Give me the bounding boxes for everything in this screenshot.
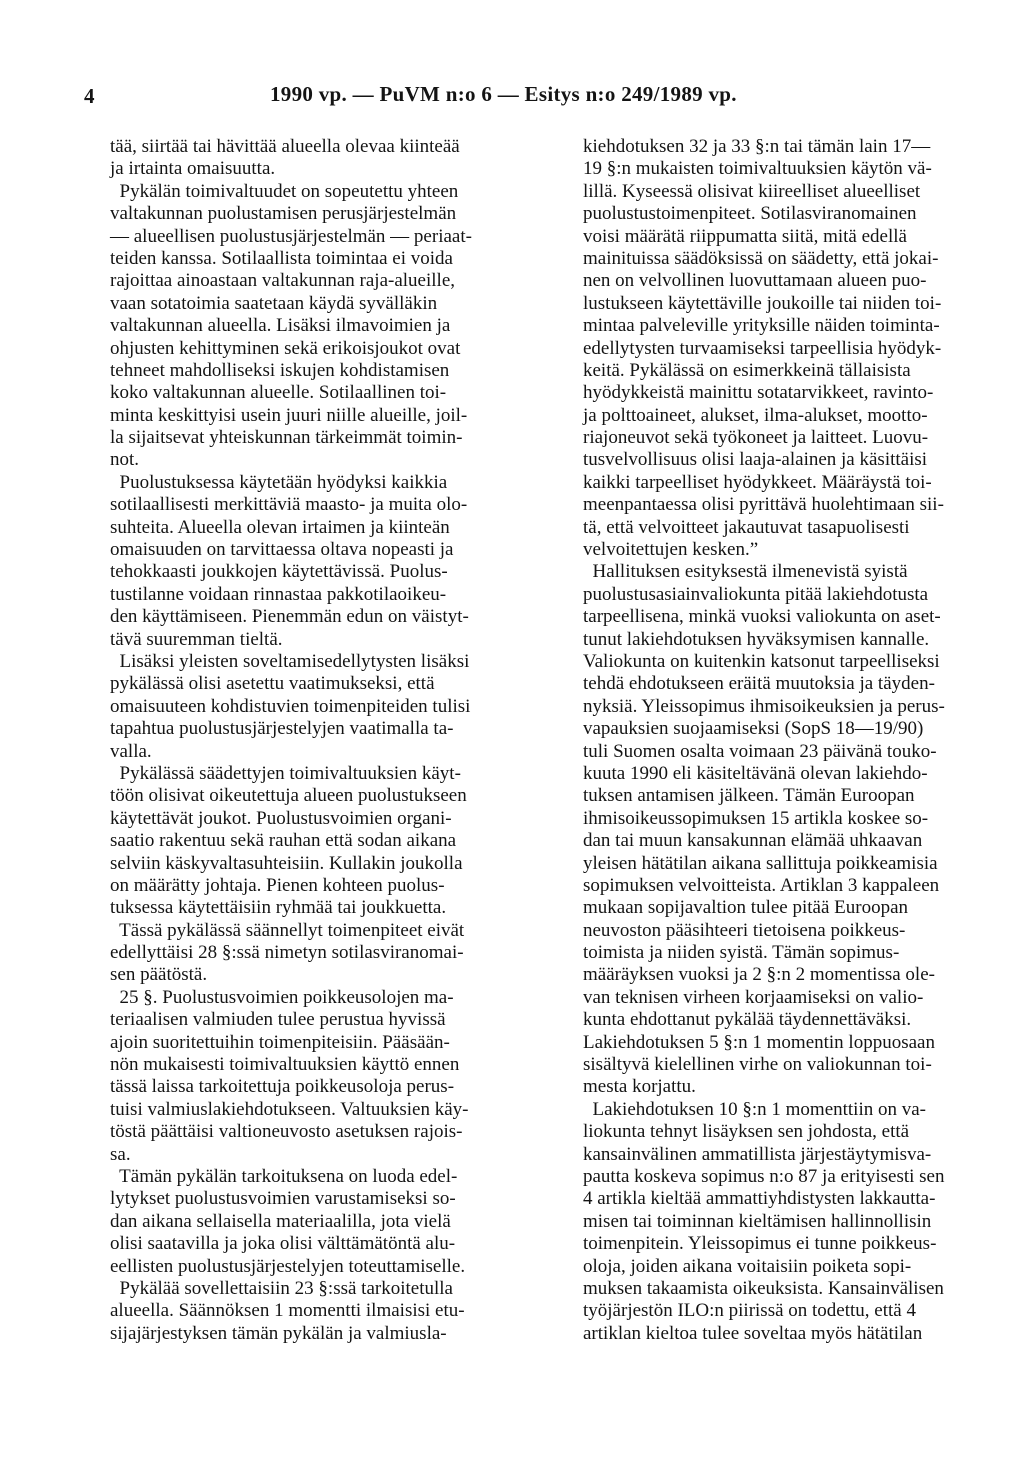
text-line: tehneet mahdolliseksi iskujen kohdistamisen [110, 359, 450, 381]
text-line: mainituissa säädöksissä on säädetty, että jokai- [583, 247, 939, 269]
text-line: toimenpitein. Yleissopimus ei tunne poikkeus- [583, 1233, 937, 1255]
text-line: lustukseen käytettäville joukoille tai niiden toi- [583, 292, 942, 314]
text-line: sopimuksen velvoitteista. Artiklan 3 kappaleen [583, 874, 940, 896]
text-line: määräyksen vuoksi ja 2 §:n 2 momentissa ole- [583, 964, 935, 986]
text-line: puolustusasiainvaliokunta pitää lakiehdotusta [583, 583, 929, 605]
text-line: tuli Suomen osalta voimaan 23 päivänä touko- [583, 740, 937, 762]
text-line: Tässä pykälässä säännellyt toimenpiteet eivät [110, 919, 465, 941]
text-line: sen päätöstä. [110, 964, 208, 986]
text-line: teriaalisen valmiuden tulee perustua hyvissä [110, 1009, 446, 1031]
text-line: töön olisivat oikeutettuja alueen puolustukseen [110, 785, 467, 807]
text-line: pautta koskeva sopimus n:o 87 ja erityisesti sen [583, 1165, 945, 1187]
text-line: kiehdotuksen 32 ja 33 §:n tai tämän lain 17— [583, 136, 931, 157]
text-line: valtakunnan alueella. Lisäksi ilmavoimien ja [110, 315, 451, 337]
text-line: — alueellisen puolustusjärjestelmän — periaat- [110, 225, 472, 247]
text-line: liokunta tehnyt lisäyksen sen johdosta, että [583, 1121, 910, 1143]
text-line: nön mukaisesti toimivaltuuksien käyttö ennen [110, 1054, 460, 1076]
text-line: yleisen hätätilan aikana sallittuja poikkeamisia [583, 852, 938, 874]
text-line: sotilaallisesti merkittäviä maasto- ja muita olo- [110, 494, 468, 516]
text-line: edellyttäisi 28 §:ssä nimetyn sotilasviranomai- [110, 942, 464, 964]
text-line: lytykset puolustusvoimien varustamiseksi so- [110, 1188, 456, 1210]
text-line: oloja, joiden aikana voitaisiin poiketa sopi- [583, 1255, 912, 1277]
text-line: riajoneuvot sekä työkoneet ja laitteet. Luovu- [583, 427, 929, 449]
text-line: käytettävät joukot. Puolustusvoimien organi- [110, 807, 452, 829]
text-line: valla. [110, 740, 152, 762]
text-line: eellisten puolustusjärjestelyjen toteuttamiselle. [110, 1255, 466, 1277]
text-line: tunut lakiehdotuksen hyväksymisen kannalle. [583, 628, 930, 650]
text-line: tuksen antamisen jälkeen. Tämän Euroopan [583, 785, 915, 807]
text-line: tustilanne voidaan rinnastaa pakkotilaoikeu- [110, 583, 447, 605]
text-line: neuvoston pääsihteeri tietoisena poikkeus- [583, 919, 906, 941]
text-line: vapauksien suojaamiseksi (SopS 18—19/90) [583, 718, 924, 740]
text-line: nyksiä. Yleissopimus ihmisoikeuksien ja perus- [583, 695, 945, 717]
text-line: saatio rakentuu sekä rauhan että sodan aikana [110, 830, 457, 852]
text-line: Valiokunta on kuitenkin katsonut tarpeelliseksi [583, 650, 940, 672]
text-line: Pykälässä säädettyjen toimivaltuuksien käyt- [110, 762, 461, 784]
text-line: den käyttämiseen. Pienemmän edun on väistyt- [110, 606, 469, 628]
text-line: velvoitettujen kesken.” [583, 539, 759, 561]
text-line: mesta korjattu. [583, 1076, 696, 1098]
text-line: kaikki tarpeelliset hyödykkeet. Määräystä toi- [583, 471, 932, 493]
text-line: omaisuuden on tarvittaessa oltava nopeasti ja [110, 539, 454, 561]
text-line: alueella. Säännöksen 1 momentti ilmaisisi etu- [110, 1300, 465, 1322]
text-line: Lisäksi yleisten soveltamisedellytysten lisäksi [110, 650, 470, 672]
text-line: kansainvälinen ammatillista järjestäytymisva- [583, 1143, 932, 1165]
text-line: teiden kanssa. Sotilaallista toimintaa ei voida [110, 247, 453, 269]
right-column [583, 136, 997, 1345]
text-line: van teknisen virheen korjaamiseksi on valio- [583, 986, 924, 1008]
text-line: Puolustuksessa käytetään hyödyksi kaikkia [110, 471, 448, 493]
text-line: tä, että velvoitteet jakautuvat tasapuolisesti [583, 516, 910, 538]
text-line: ajoin suoritettuihin toimenpiteisiin. Pääsään- [110, 1031, 450, 1053]
text-line: ohjusten kehittyminen sekä erikoisjoukot ovat [110, 337, 461, 359]
text-line: tuisi valmiuslakiehdotukseen. Valtuuksien käy- [110, 1098, 469, 1120]
text-line: omaisuuteen kohdistuvien toimenpiteiden tulisi [110, 695, 471, 717]
left-column [110, 136, 524, 1345]
text-line: tarpeellisena, minkä vuoksi valiokunta on aset- [583, 606, 941, 628]
text-line: tehokkaasti joukkojen käytettävissä. Puolus- [110, 561, 448, 583]
text-line: toimista ja niiden syistä. Tämän sopimus- [583, 942, 900, 964]
text-line: ja polttoaineet, alukset, ilma-alukset, moottо- [583, 404, 928, 426]
text-line: valtakunnan puolustamisen perusjärjestelmän [110, 203, 457, 225]
text-line: puolustustoimenpiteet. Sotilasviranomainen [583, 203, 917, 225]
text-line: tusvelvollisuus olisi laaja-alainen ja käsittäisi [583, 449, 928, 471]
text-line: tuksessa käytettäisiin ryhmää tai joukkuetta. [110, 897, 447, 919]
text-line: koko valtakunnan alueelle. Sotilaallinen toi- [110, 382, 447, 404]
page-number: 4 [84, 84, 95, 108]
text-line: ihmisoikeussopimuksen 15 artikla koskee so- [583, 807, 929, 829]
text-line: keitä. Pykälässä on esimerkkeinä tällaisista [583, 359, 911, 381]
text-line: ja irtainta omaisuutta. [110, 158, 276, 180]
text-line: kunta ehdottanut pykälää täydennettäväksi. [583, 1009, 912, 1031]
text-line: 19 §:n mukaisten toimivaltuuksien käytön vä- [583, 158, 932, 180]
text-line: not. [110, 449, 140, 471]
text-line: tehdä ehdotukseen eräitä muutoksia ja täyden- [583, 673, 935, 695]
text-line: edellytysten turvaamiseksi tarpeellisia hyödyk- [583, 337, 942, 359]
text-line: dan aikana sellaisella materiaalilla, jota vielä [110, 1210, 451, 1232]
text-line: tapahtua puolustusjärjestelyjen vaatimalla ta- [110, 718, 454, 740]
text-line: Pykälää sovellettaisiin 23 §:ssä tarkoitetulla [110, 1277, 453, 1299]
text-line: meenpantaessa olisi pyrittävä huolehtimaan sii- [583, 494, 944, 516]
text-line: työjärjestön ILO:n piirissä on todettu, että 4 [583, 1300, 916, 1322]
text-line: lillä. Kyseessä olisivat kiireelliset alueelliset [583, 180, 921, 202]
text-line: tässä laissa tarkoitettuja poikkeusoloja perus- [110, 1076, 455, 1098]
text-line: rajoittaa ainoastaan valtakunnan raja-alueille, [110, 270, 455, 292]
text-line: voisi määrätä riippumatta siitä, mitä edellä [583, 225, 907, 247]
text-line: sijajärjestyksen tämän pykälän ja valmiusla- [110, 1322, 447, 1344]
text-line: minta keskittyisi usein juuri niille alueille, joil- [110, 404, 468, 426]
text-line: dan tai muun kansakunnan elämää uhkaavan [583, 830, 923, 852]
text-line: hyödykkeistä mainittu sotatarvikkeet, ravinto- [583, 382, 934, 404]
running-header: 1990 vp. — PuVM n:o 6 — Esitys n:o 249/1989 vp. [270, 82, 737, 106]
text-line: Tämän pykälän tarkoituksena on luoda edel- [110, 1165, 458, 1187]
text-line: tää, siirtää tai hävittää alueella olevaa kiinteää [110, 136, 460, 157]
text-line: Hallituksen esityksestä ilmenevistä syistä [583, 561, 908, 583]
text-line: olisi saatavilla ja joka olisi välttämätöntä alu- [110, 1233, 456, 1255]
text-line: Lakiehdotuksen 10 §:n 1 momenttiin on va- [583, 1098, 927, 1120]
text-line: sa. [110, 1143, 131, 1165]
text-line: töstä päättäisi valtioneuvosto asetuksen rajois- [110, 1121, 463, 1143]
text-line: on määrätty johtaja. Pienen kohteen puolus- [110, 874, 445, 896]
text-line: mintaa palveleville yrityksille näiden toiminta- [583, 315, 940, 337]
text-line: sisältyvä kielellinen virhe on valiokunnan toi- [583, 1054, 932, 1076]
text-line: la sijaitsevat yhteiskunnan tärkeimmät toimin- [110, 427, 463, 449]
text-line: 4 artikla kieltää ammattiyhdistysten lakkautta- [583, 1188, 936, 1210]
text-line: tävä suuremman tieltä. [110, 628, 283, 650]
text-line: Lakiehdotuksen 5 §:n 1 momentin loppuosaan [583, 1031, 935, 1053]
text-line: Pykälän toimivaltuudet on sopeutettu yhteen [110, 180, 459, 202]
text-line: kuuta 1990 eli käsiteltävänä olevan lakiehdo- [583, 762, 928, 784]
text-line: pykälässä olisi asetettu vaatimukseksi, että [110, 673, 435, 695]
text-line: nen on velvollinen luovuttamaan alueen puo- [583, 270, 927, 292]
text-line: mukaan sopijavaltion tulee pitää Euroopan [583, 897, 909, 919]
text-line: selviin käskyvaltasuhteisiin. Kullakin joukolla [110, 852, 463, 874]
text-line: 25 §. Puolustusvoimien poikkeusolojen ma- [110, 986, 454, 1008]
text-line: vaan sotatoimia saatetaan käydä syvälläkin [110, 292, 438, 314]
text-line: misen tai toiminnan kieltämisen hallinnollisin [583, 1210, 932, 1232]
text-line: artiklan kieltoa tulee soveltaa myös hätätilan [583, 1322, 923, 1344]
text-line: suhteita. Alueella olevan irtaimen ja kiinteän [110, 516, 450, 538]
text-line: muksen takaamista oikeuksista. Kansainvälisen [583, 1277, 944, 1299]
